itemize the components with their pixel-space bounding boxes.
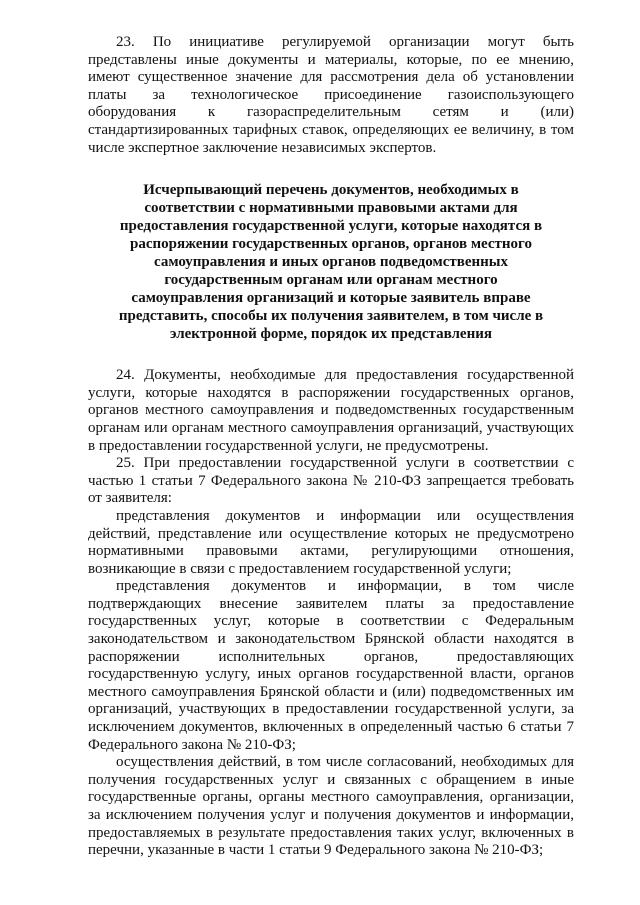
paragraph-24: 24. Документы, необходимые для предоставления государственной услуги, которые находятся в распоряжении государственных органов, органов местного самоуправления и подведомственных государственным органам или органам местного самоуправления организаций, участвующих в предоставлении государственной услуги, не предусмотрены. [88,367,574,454]
section-heading: Исчерпывающий перечень документов, необходимых в соответствии с нормативными правовыми актами для предоставления государственной услуги, которые находятся в распоряжении государственных органов, органов местного самоуправления и иных органов подведомственных государственным органам или органам местного самоуправления организаций и которые заявитель вправе представить, способы их получения заявителем, в том числе в электронной форме, порядок их представления [118,182,544,343]
paragraph-25: 25. При предоставлении государственной услуги в соответствии с частью 1 статьи 7 Федерального закона № 210-ФЗ запрещается требовать от заявителя: [88,455,574,507]
paragraph-23: 23. По инициативе регулируемой организации могут быть представлены иные документы и материалы, которые, по ее мнению, имеют существенное значение для рассмотрения дела об установлении платы за технологическое присоединение газоиспользующего оборудования к газораспределительным сетям и (или) стандартизированных тарифных ставок, определяющих ее величину, в том числе экспертное заключение независимых экспертов. [88,34,574,156]
list-item-1: представления документов и информации или осуществления действий, представление или осуществление которых не предусмотрено нормативными правовыми актами, регулирующими отношения, возникающие в связи с предоставлением государственной услуги; [88,507,574,577]
list-item-2: представления документов и информации, в том числе подтверждающих внесение заявителем платы за предоставление государственных услуг, которые в соответствии с Федеральным законодательством и законодательством Брянской области находятся в распоряжении исполнительных органов, предоставляющих государственную услугу, иных органов государственной власти, органов местного самоуправления Брянской области и (или) подведомственных им организаций, участвующих в предоставлении государственной услуги, за исключением документов, включенных в определенный частью 6 статьи 7 Федерального закона № 210-ФЗ; [88,578,574,753]
list-item-3: осуществления действий, в том числе согласований, необходимых для получения государственных услуг и связанных с обращением в иные государственные органы, органы местного самоуправления, организации, за исключением получения услуг и получения документов и информации, предоставляемых в результате предоставления таких услуг, включенных в перечни, указанные в части 1 статьи 9 Федерального закона № 210-ФЗ; [88,754,574,859]
